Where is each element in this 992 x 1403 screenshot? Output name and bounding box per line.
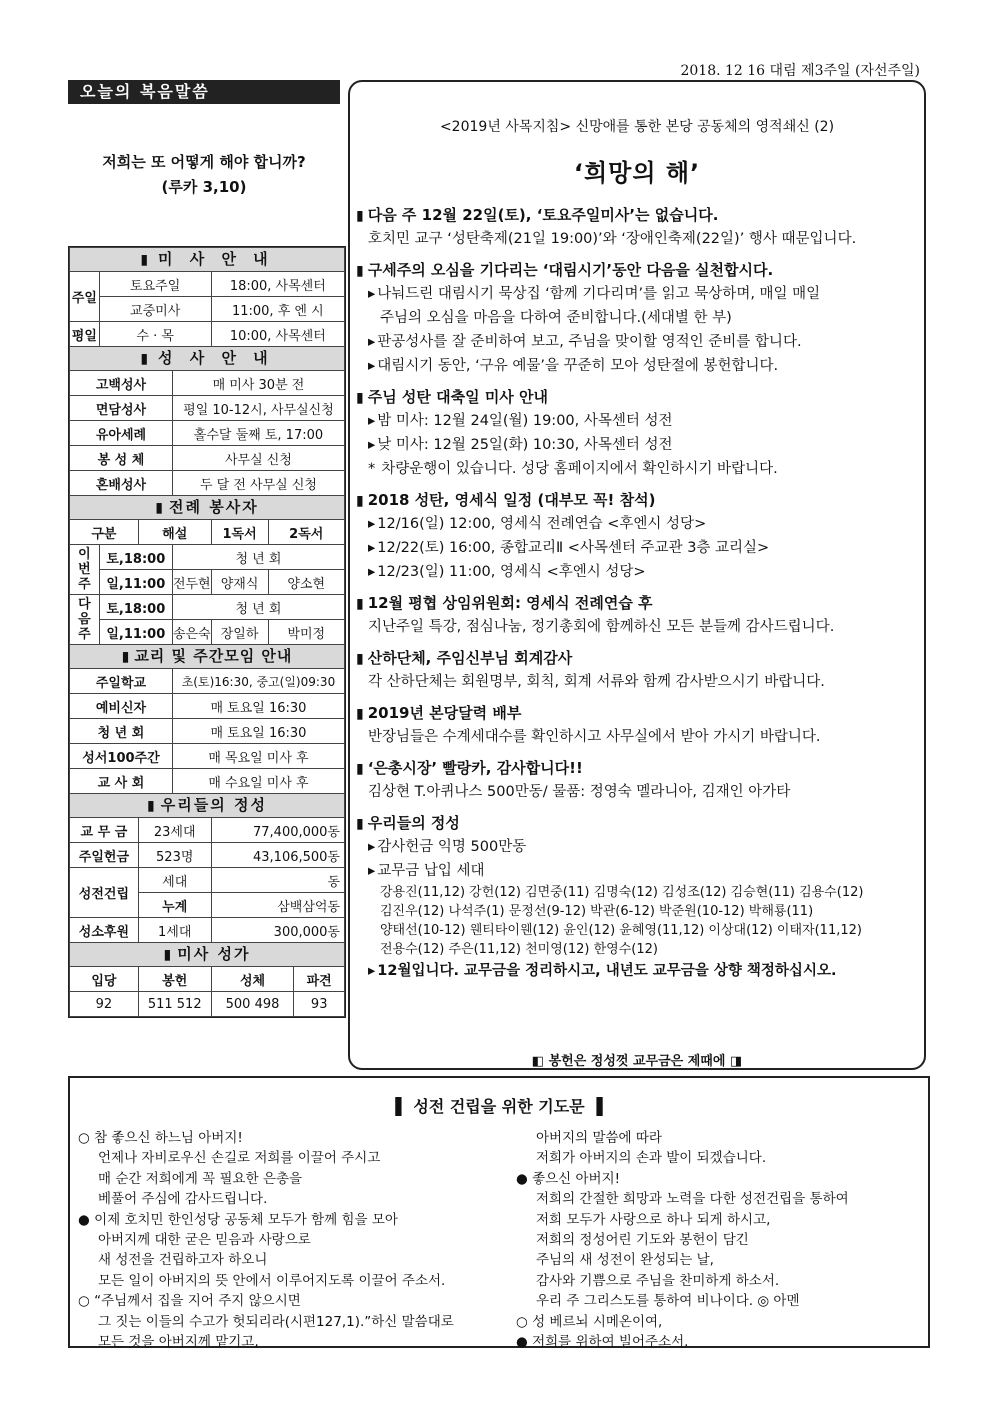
offering-name: 성소후원 [70,918,139,943]
notice-line: 주님의 오심을 마음을 다하여 준비합니다.(세대별 한 부) [380,310,732,326]
server-all: 청 년 회 [172,545,344,570]
offering-count: 1세대 [138,918,211,943]
prayer-line: 그 짓는 이들의 수고가 헛되리라(시편127,1).”하신 말씀대로 [98,1313,454,1330]
prayer-line: 저희의 간절한 희망과 노력을 다한 성전건립을 통하여 [536,1191,849,1208]
hymn-number: 92 [70,992,139,1017]
mass-label: 토요주일 [99,272,211,297]
prayer-line: ○ “주님께서 집을 지어 주지 않으시면 [78,1293,301,1310]
notice-heading: ▮ ‘은총시장’ 빨랑카, 감사합니다!! [356,757,922,780]
offering-name: 교 무 금 [70,818,139,843]
meeting-name: 예비신자 [70,694,173,719]
server-time: 일,11:00 [99,620,172,645]
sacrament-detail: 평일 10-12시, 사무실신청 [172,396,344,421]
notice-heading: ▮ 2018 성탄, 영세식 일정 (대부모 꼭! 참석) [356,489,922,512]
weekday-label: 평일 [70,322,100,347]
notice-line: ▸ 12/23(일) 11:00, 영세식 <후엔시 성당> [356,560,922,584]
server-time: 토,18:00 [99,545,172,570]
donor-names: 강용진(11,12) 강헌(12) 김면중(11) 김명숙(12) 김성조(12) 김승현(11) 김용수(12) [380,885,864,900]
hymn-header: 파견 [294,967,345,992]
prayer-line: 모든 일이 아버지의 뜻 안에서 이루어지도록 이끌어 주소서. [98,1272,446,1289]
notice-line: * 차량운행이 있습니다. 성당 홈페이지에서 확인하시기 바랍니다. [356,457,922,481]
donor-names: 전용수(12) 주은(11,12) 천미영(12) 한영수(12) [380,942,658,957]
next-week-label: 다음주 [70,595,100,645]
notice-line: ▸ 대림시기 동안, ‘구유 예물’을 꾸준히 모아 성탄절에 봉헌합니다. [356,354,922,378]
hymn-header: 성체 [211,967,294,992]
meeting-name: 교 사 회 [70,769,173,794]
sacrament-name: 면담성사 [70,396,173,421]
pastoral-guideline: <2019년 사목지침> 신망애를 통한 본당 공동체의 영적쇄신 (2) [439,119,835,135]
meeting-time: 초(토)16:30, 중고(일)09:30 [172,669,344,694]
server-name: 박미정 [268,620,344,645]
sacrament-detail: 홀수달 둘째 토, 17:00 [172,421,344,446]
this-week-label: 이번주 [70,545,100,595]
offering-count: 누계 [138,893,211,918]
prayer-line: ● 좋으신 아버지! [516,1170,621,1187]
sacrament-detail: 매 미사 30분 전 [172,371,344,396]
notice-line: 김상현 T.아퀴나스 500만동/ 물품: 정영숙 멜라니아, 김재인 아가타 [368,784,791,800]
notice-heading: ▮ 2019년 본당달력 배부 [356,702,922,725]
sacrament-name: 봉 성 체 [70,446,173,471]
info-table [68,246,346,1018]
servers-title: ▮ 전례 봉사자 [70,496,345,520]
offering-count: 세대 [138,868,211,893]
hymn-number: 93 [294,992,345,1017]
gospel-line: 저희는 또 어떻게 해야 합니까? [102,153,306,171]
offering-count: 523명 [138,843,211,868]
notice-section [356,812,922,983]
year-theme: ‘희망의 해’ [573,159,701,187]
sunday-label: 주일 [70,272,100,322]
meeting-time: 매 목요일 미사 후 [172,744,344,769]
prayer-line: 저희 모두가 사랑으로 하나 되게 하시고, [536,1211,771,1228]
notice-heading: ▮ 구세주의 오심을 기다리는 ‘대림시기’동안 다음을 실천합시다. [356,259,922,282]
notice-section [356,757,922,804]
offering-motto: ◧ 봉헌은 정성껏 교무금은 제때에 ◨ [531,1054,743,1069]
offering-name: 성전건립 [70,868,139,918]
notice-heading: ▮ 다음 주 12월 22일(토), ‘토요주일미사’는 없습니다. [356,204,922,227]
prayer-line: 아버지의 말씀에 따라 [536,1130,662,1146]
offering-amount: 동 [211,868,344,893]
offering-amount: 삼백삼억동 [211,893,344,918]
notice-heading: ▮ 우리들의 정성 [356,812,922,835]
prayer-line: 주님의 새 성전이 완성되는 날, [536,1252,714,1269]
gospel-verse [68,150,340,200]
notice-line: 반장님들은 수계세대수를 확인하시고 사무실에서 받아 가시기 바랍니다. [368,729,821,745]
sacrament-detail: 두 달 전 사무실 신청 [172,471,344,496]
hymns-title: ▮ 미사 성가 [70,943,345,967]
prayer-line: 저희의 정성어린 기도와 봉헌이 담긴 [536,1232,749,1249]
server-name: 전두현 [172,570,211,595]
mass-time: 10:00, 사목센터 [211,322,344,347]
server-all: 청 년 회 [172,595,344,620]
server-name: 양재식 [211,570,268,595]
notice-section [356,647,922,694]
mass-time: 11:00, 후 엔 시 [211,297,344,322]
gospel-reference: (루카 3,10) [161,178,247,196]
offering-count: 23세대 [138,818,211,843]
prayer-right-column [516,1128,926,1352]
notice-line: ▸ 12/22(토) 16:00, 종합교리Ⅱ <사목센터 주교관 3층 교리실> [356,536,922,560]
notice-line: ▸ 판공성사를 잘 준비하여 보고, 주님을 맞이할 영적인 준비를 합니다. [356,330,922,354]
server-time: 일,11:00 [99,570,172,595]
notice-heading: ▮ 주님 성탄 대축일 미사 안내 [356,386,922,409]
gospel-header: 오늘의 복음말씀 [68,80,340,104]
server-name: 송은숙 [172,620,211,645]
prayer-line: 새 성전을 건립하고자 하오니 [98,1252,268,1269]
donor-names: 김진우(12) 나석주(1) 문정선(9-12) 박관(6-12) 박준원(10-12) 박해룡(11) [380,904,814,919]
sacrament-name: 유아세례 [70,421,173,446]
meeting-name: 청 년 회 [70,719,173,744]
servers-header: 해설 [138,520,211,545]
prayer-line: 우리 주 그리스도를 통하여 비나이다. ◎ 아멘 [536,1293,800,1310]
servers-header: 2독서 [268,520,344,545]
notice-heading: ▮ 12월 평협 상임위원회: 영세식 전례연습 후 [356,592,922,615]
hymn-number: 511 512 [138,992,211,1017]
offering-amount: 300,000동 [211,918,344,943]
mass-info-title: ▮ 미 사 안 내 [70,248,345,272]
mass-label: 교중미사 [99,297,211,322]
sacrament-detail: 사무실 신청 [172,446,344,471]
prayer-line: 언제나 자비로우신 손길로 저희를 이끌어 주시고 [98,1150,381,1167]
notice-line: ▸ 교무금 납입 세대 [356,859,922,883]
notice-heading: ▮ 산하단체, 주임신부님 회계감사 [356,647,922,670]
prayer-line: 아버지께 대한 굳은 믿음과 사랑으로 [98,1232,311,1249]
notice-line: 호치민 교구 ‘성탄축제(21일 19:00)’와 ‘장애인축제(22일)’ 행사 때문입니다. [368,231,857,247]
notice-section [356,386,922,481]
meeting-time: 매 토요일 16:30 [172,694,344,719]
prayer-line: ● 저희를 위하여 빌어주소서. [516,1334,689,1351]
sacrament-name: 혼배성사 [70,471,173,496]
notice-section [356,204,922,251]
meeting-name: 성서100주간 [70,744,173,769]
prayer-line: 모든 것을 아버지께 맡기고, [98,1334,259,1351]
prayer-line: 베풀어 주심에 감사드립니다. [98,1191,268,1208]
notice-line: ▸ 12월입니다. 교무금을 정리하시고, 내년도 교무금을 상향 책정하십시오. [356,959,922,983]
offering-amount: 77,400,000동 [211,818,344,843]
prayer-line: 매 순간 저희에게 꼭 필요한 은총을 [98,1170,303,1187]
notice-section [356,592,922,639]
hymn-header: 봉헌 [138,967,211,992]
notice-section [356,702,922,749]
notice-line: 각 산하단체는 회원명부, 회칙, 회계 서류와 함께 감사받으시기 바랍니다. [368,674,825,690]
notice-line: ▸ 낮 미사: 12월 25일(화) 10:30, 사목센터 성전 [356,433,922,457]
notice-list [356,204,922,991]
meeting-name: 주일학교 [70,669,173,694]
hymn-header: 입당 [70,967,139,992]
servers-header: 1독서 [211,520,268,545]
meetings-title: ▮ 교리 및 주간모임 안내 [70,645,345,669]
sacrament-info-title: ▮ 성 사 안 내 [70,347,345,371]
offering-amount: 43,106,500동 [211,843,344,868]
notice-line: ▸ 나눠드린 대림시기 묵상집 ‘함께 기다리며’를 읽고 묵상하며, 매일 매일 [356,282,922,306]
offering-title: ▮ 우리들의 정성 [70,794,345,818]
servers-header: 구분 [70,520,139,545]
notice-section [356,489,922,584]
offering-name: 주일헌금 [70,843,139,868]
date-line: 2018. 12 16 대림 제3주일 (자선주일) [680,63,920,79]
meeting-time: 매 수요일 미사 후 [172,769,344,794]
notice-section [356,259,922,378]
notice-line: ▸ 밤 미사: 12월 24일(월) 19:00, 사목센터 성전 [356,409,922,433]
hymn-number: 500 498 [211,992,294,1017]
prayer-line: ○ 성 베르뇌 시메온이여, [516,1313,663,1330]
prayer-line: 감사와 기쁨으로 주님을 찬미하게 하소서. [536,1272,780,1289]
mass-time: 18:00, 사목센터 [211,272,344,297]
sacrament-name: 고백성사 [70,371,173,396]
prayer-line: ○ 참 좋으신 하느님 아버지! [78,1130,243,1146]
server-name: 양소현 [268,570,344,595]
prayer-line: 저희가 아버지의 손과 발이 되겠습니다. [536,1150,767,1167]
donor-names: 양태선(10-12) 웬티타이웬(12) 윤인(12) 윤혜영(11,12) 이상대(12) 이태자(11,12) [380,923,862,938]
prayer-left-column [78,1128,498,1352]
prayer-title: ▌ 성전 건립을 위한 기도문 ▐ [395,1097,603,1116]
server-time: 토,18:00 [99,595,172,620]
notice-line: ▸ 감사헌금 익명 500만동 [356,835,922,859]
server-name: 장일하 [211,620,268,645]
notice-line: ▸ 12/16(일) 12:00, 영세식 전례연습 <후엔시 성당> [356,512,922,536]
meeting-time: 매 토요일 16:30 [172,719,344,744]
mass-label: 수 · 목 [99,322,211,347]
prayer-line: ● 이제 호치민 한인성당 공동체 모두가 함께 힘을 모아 [78,1211,398,1228]
notice-line: 지난주일 특강, 점심나눔, 정기총회에 함께하신 모든 분들께 감사드립니다. [368,619,835,635]
